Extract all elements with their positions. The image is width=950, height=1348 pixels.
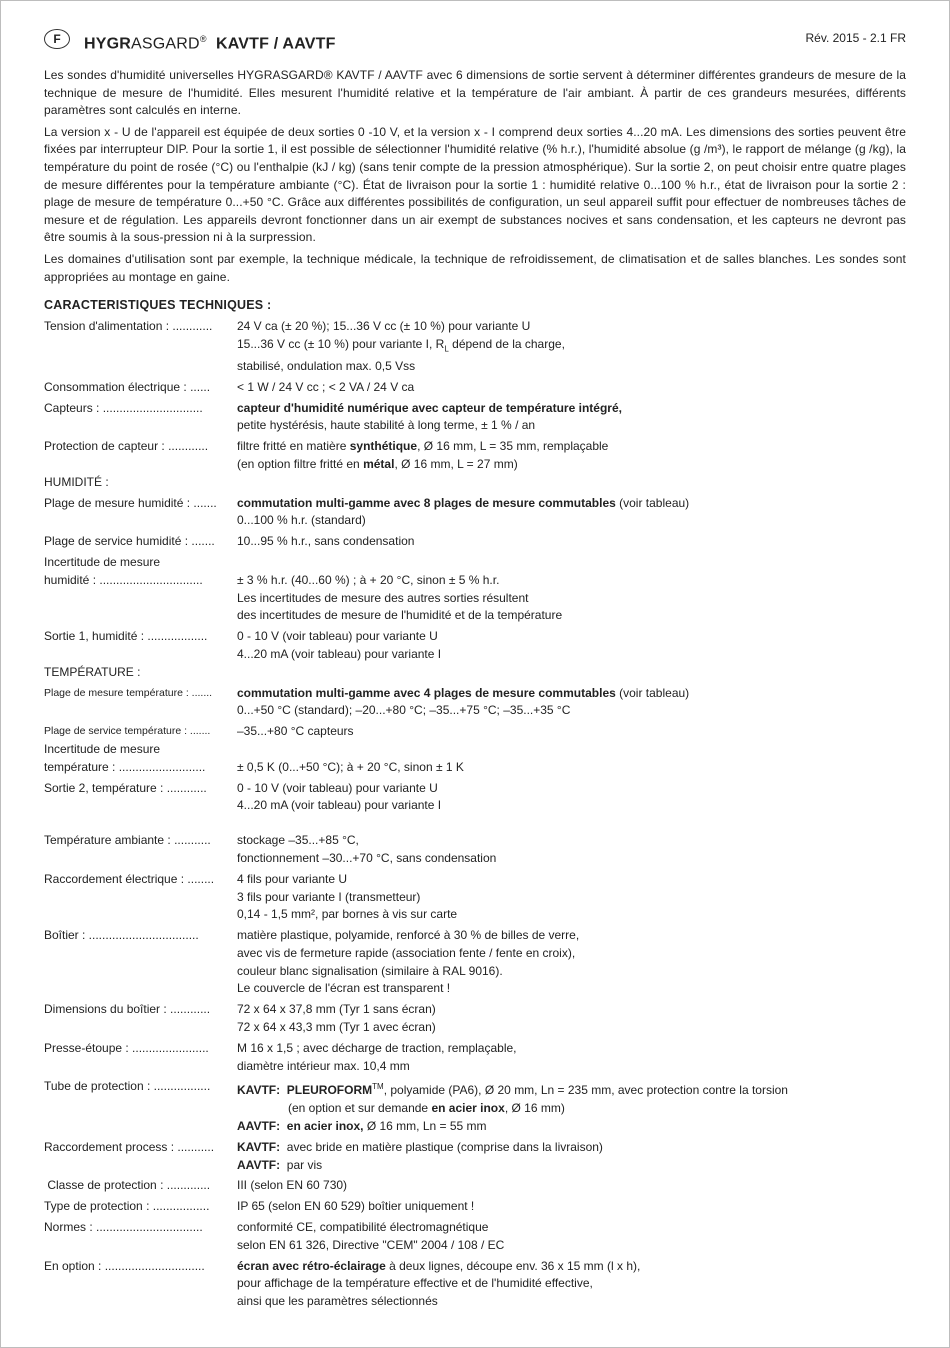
spec-row-tube xyxy=(44,1078,924,1135)
spec-value xyxy=(237,1177,924,1195)
spec-line: 72 x 64 x 43,3 mm (Tyr 1 avec écran) xyxy=(237,1020,436,1035)
spec-line: stabilisé, ondulation max. 0,5 Vss xyxy=(237,358,416,373)
spec-line: 3 fils pour variante I (transmetteur) xyxy=(237,889,421,904)
spec-label: Protection de capteur : ............ xyxy=(44,439,209,454)
spec-value xyxy=(237,1258,924,1311)
spec-row-conso xyxy=(44,379,924,397)
spec-label-line: Incertitude de mesure xyxy=(44,554,161,569)
spec-value xyxy=(237,685,924,721)
spec-value xyxy=(237,1040,924,1076)
intro-paragraph-2: La version x - U de l'appareil est équipée de deux sorties 0 -10 V, et la version x - I comprend deux sorties 4...20 mA. Les dimensions des sorties peuvent être fixées par interrupteur DIP. Pour la sortie 1, il est possible de sélectionner l'humidité relative (% h.r.), l'humidité absolue (g /m³), le rapport de mélange (g /kg), la température du point de rosée (°C) ou l'enthalpie (kJ / kg) (sans tenir compte de la pression atmosphérique). Sur la sortie 2, on peut choisir entre quatre plages de mesure différentes pour la température ambiante (°C). État de livraison pour la sortie 1 : humidité relative 0...100 % h.r., état de livraison pour la sortie 2 : plage de mesure de température 0...+50 °C. Grâce aux différentes possibilités de configuration, un seul appareil suffit pour effectuer de nombreuses tâches de mesure et de régulation. Les appareils devront fonctionner dans un air exempt de substances nocives et sans condensation, et les capteurs ne devront pas être soumis à la sous-pression ni à la surpression. xyxy=(44,124,906,245)
spec-value xyxy=(237,628,924,664)
spec-label: Raccordement process : ........... xyxy=(44,1139,215,1154)
spec-value xyxy=(237,1078,924,1135)
spec-value xyxy=(237,1139,924,1175)
spec-row-incertitude-humidite xyxy=(44,554,924,625)
spec-line: ± 0,5 K (0...+50 °C); à + 20 °C, sinon ± 1 K xyxy=(237,759,464,774)
spec-value xyxy=(237,832,924,868)
spec-line: écran avec rétro-éclairage à deux lignes, découpe env. 36 x 15 mm (l x h), xyxy=(237,1258,641,1273)
spec-value xyxy=(237,400,924,436)
spec-line: (en option et sur demande en acier inox, Ø 16 mm) xyxy=(288,1101,565,1116)
title-brand-light: ASGARD xyxy=(131,35,200,53)
spec-line: matière plastique, polyamide, renforcé à 30 % de billes de verre, xyxy=(237,928,580,943)
spec-row-boitier xyxy=(44,927,924,998)
spec-row-capteurs xyxy=(44,400,924,436)
spec-line: couleur blanc signalisation (similaire à RAL 9016). xyxy=(237,963,503,978)
spec-value xyxy=(237,1001,924,1037)
spec-line: AAVTF: par vis xyxy=(237,1157,323,1172)
spec-value xyxy=(237,438,924,474)
title-registered: ® xyxy=(199,34,207,44)
spec-value xyxy=(237,780,924,816)
spec-line: 10...95 % h.r., sans condensation xyxy=(237,534,415,549)
spec-line: petite hystérésis, haute stabilité à long terme, ± 1 % / an xyxy=(237,418,536,433)
product-title xyxy=(84,28,336,55)
spec-value xyxy=(237,723,924,741)
section-humidite: HUMIDITÉ : xyxy=(44,474,109,489)
page-header xyxy=(44,28,906,53)
spec-row-protection xyxy=(44,438,924,474)
spec-line: < 1 W / 24 V cc ; < 2 VA / 24 V ca xyxy=(237,379,415,394)
spec-line: commutation multi-gamme avec 4 plages de mesure commutables (voir tableau) xyxy=(237,685,690,700)
spec-line: IP 65 (selon EN 60 529) boîtier uniquement ! xyxy=(237,1199,475,1214)
spec-line: 72 x 64 x 37,8 mm (Tyr 1 sans écran) xyxy=(237,1002,436,1017)
spec-line: avec vis de fermeture rapide (association fente / fente en croix), xyxy=(237,945,576,960)
spec-line: 0 - 10 V (voir tableau) pour variante U xyxy=(237,780,438,795)
spec-label: Consommation électrique : ...... xyxy=(44,379,211,394)
intro-paragraph-1: Les sondes d'humidité universelles HYGRASGARD® KAVTF / AAVTF avec 6 dimensions de sortie servent à déterminer différentes grandeurs de mesure de la technique de mesure de l'humidité. Elles mesurent l'humidité relative et la température de l'air ambiant. À partir de ces grandeurs mesurées, différents paramètres sont calculés en interne. xyxy=(44,68,906,118)
spec-label: température : .......................... xyxy=(44,759,206,774)
spec-value xyxy=(237,927,924,998)
spec-line: 4 fils pour variante U xyxy=(237,871,348,886)
spec-row-service-temperature xyxy=(44,723,924,741)
spec-value xyxy=(237,533,924,551)
spec-row-plage-humidite xyxy=(44,495,924,531)
intro-paragraph-3: Les domaines d'utilisation sont par exemple, la technique médicale, la technique de refroidissement, de climatisation et de salles blanches. Les sondes sont appropriées au montage en gaine. xyxy=(44,251,906,284)
spec-line: M 16 x 1,5 ; avec décharge de traction, remplaçable, xyxy=(237,1040,517,1055)
spec-line: 4...20 mA (voir tableau) pour variante I xyxy=(237,646,442,661)
title-model: KAVTF / AAVTF xyxy=(215,35,336,53)
spec-sub-row xyxy=(44,759,924,777)
revision-label: Rév. 2015 - 2.1 FR xyxy=(805,31,906,45)
spec-label: Normes : ................................ xyxy=(44,1220,203,1235)
spec-label: Dimensions du boîtier : ............ xyxy=(44,1002,211,1017)
spec-value xyxy=(237,495,924,531)
language-badge: F xyxy=(44,29,70,49)
spec-label: Plage de service humidité : ....... xyxy=(44,534,215,549)
spec-label: Plage de mesure température : ....... xyxy=(44,686,213,699)
spec-sub-row xyxy=(44,572,924,625)
spec-line: conformité CE, compatibilité électromagnétique xyxy=(237,1220,489,1235)
spec-line: KAVTF: avec bride en matière plastique (comprise dans la livraison) xyxy=(237,1139,603,1154)
spec-label: Tube de protection : ................. xyxy=(44,1079,211,1094)
spec-row-incertitude-temperature xyxy=(44,741,924,777)
spec-label: Température ambiante : ........... xyxy=(44,833,211,848)
spec-line: 15...36 V cc (± 10 %) pour variante I, $R_L$ dépend de la charge, xyxy=(237,336,565,354)
specs-heading: CARACTERISTIQUES TECHNIQUES : xyxy=(44,298,272,312)
spec-value xyxy=(237,572,924,625)
spec-line: Le couvercle de l'écran est transparent ! xyxy=(237,981,451,996)
spec-line: stockage –35...+85 °C, xyxy=(237,833,359,848)
spec-row-ambiante xyxy=(44,832,924,868)
spec-value xyxy=(237,759,924,777)
spec-row-option xyxy=(44,1258,924,1311)
spec-line: 0 - 10 V (voir tableau) pour variante U xyxy=(237,629,438,644)
spec-label: Plage de mesure humidité : ....... xyxy=(44,495,217,510)
spec-label: Boîtier : ................................. xyxy=(44,928,199,943)
section-temperature: TEMPÉRATURE : xyxy=(44,664,141,679)
spec-label: Sortie 2, température : ............ xyxy=(44,780,207,795)
spec-label: Sortie 1, humidité : .................. xyxy=(44,629,208,644)
spec-line: fonctionnement –30...+70 °C, sans condensation xyxy=(237,850,497,865)
spec-line: capteur d'humidité numérique avec capteur de température intégré, xyxy=(237,400,622,415)
spec-row-type-protection xyxy=(44,1198,924,1216)
spec-label: Tension d'alimentation : ............ xyxy=(44,319,213,333)
spec-line: selon EN 61 326, Directive "CEM" 2004 / 108 / EC xyxy=(237,1237,505,1252)
spec-row-raccordement-process xyxy=(44,1139,924,1175)
spec-line: –35...+80 °C capteurs xyxy=(237,724,354,739)
spec-label: Type de protection : ................. xyxy=(44,1199,210,1214)
spec-row-dimensions xyxy=(44,1001,924,1037)
intro-text xyxy=(44,67,906,288)
spec-label: Capteurs : .............................. xyxy=(44,400,203,415)
spec-label: Presse-étoupe : ....................... xyxy=(44,1040,209,1055)
spec-line: pour affichage de la température effective et de l'humidité effective, xyxy=(237,1276,593,1291)
spec-line: ainsi que les paramètres sélectionnés xyxy=(237,1294,438,1309)
spec-label: Classe de protection : ............. xyxy=(44,1178,211,1193)
spec-row-sortie1 xyxy=(44,628,924,664)
spec-row-tension xyxy=(44,318,924,376)
spec-line: diamètre intérieur max. 10,4 mm xyxy=(237,1058,410,1073)
spec-line: (en option filtre fritté en métal, Ø 16 mm, L = 27 mm) xyxy=(237,456,518,471)
spec-line: ± 3 % h.r. (40...60 %) ; à + 20 °C, sinon ± 5 % h.r. xyxy=(237,572,500,587)
spec-line: 0...+50 °C (standard); –20...+80 °C; –35...+75 °C; –35...+35 °C xyxy=(237,703,571,718)
specs-list xyxy=(44,318,924,1311)
spec-value xyxy=(237,871,924,924)
spec-line: 4...20 mA (voir tableau) pour variante I xyxy=(237,798,442,813)
spec-label: En option : .............................. xyxy=(44,1258,205,1273)
spec-row-raccordement-electrique xyxy=(44,871,924,924)
spec-row-sortie2 xyxy=(44,780,924,816)
spec-row-presse-etoupe xyxy=(44,1040,924,1076)
title-brand-bold: HYGR xyxy=(84,35,132,53)
spec-row-classe xyxy=(44,1177,924,1195)
spec-line: des incertitudes de mesure de l'humidité et de la température xyxy=(237,608,563,623)
spec-label: Plage de service température : ....... xyxy=(44,725,211,738)
spec-line: 0...100 % h.r. (standard) xyxy=(237,513,366,528)
spec-row-service-humidite xyxy=(44,533,924,551)
spec-line: AAVTF: en acier inox, Ø 16 mm, Ln = 55 mm xyxy=(237,1119,487,1134)
spec-line: Les incertitudes de mesure des autres sorties résultent xyxy=(237,590,529,605)
spec-row-plage-temperature xyxy=(44,685,924,721)
spec-line: III (selon EN 60 730) xyxy=(237,1178,348,1193)
spec-label: humidité : ............................... xyxy=(44,572,203,587)
spec-row-normes xyxy=(44,1219,924,1255)
spec-line: commutation multi-gamme avec 8 plages de mesure commutables (voir tableau) xyxy=(237,495,690,510)
spec-label-line: Incertitude de mesure xyxy=(44,741,161,756)
spec-line: filtre fritté en matière synthétique, Ø 16 mm, L = 35 mm, remplaçable xyxy=(237,439,609,454)
spec-value xyxy=(237,1219,924,1255)
spec-line: 24 V ca (± 20 %); 15...36 V cc (± 10 %) pour variante U xyxy=(237,319,531,333)
spec-line: KAVTF: PLEUROFORM™, polyamide (PA6), Ø 20 mm, Ln = 235 mm, avec protection contre la torsion xyxy=(237,1082,788,1098)
spec-value xyxy=(237,1198,924,1216)
spec-value xyxy=(237,318,924,376)
spec-value xyxy=(237,379,924,397)
spec-label: Raccordement électrique : ........ xyxy=(44,871,215,886)
spec-line: 0,14 - 1,5 mm², par bornes à vis sur carte xyxy=(237,907,458,922)
